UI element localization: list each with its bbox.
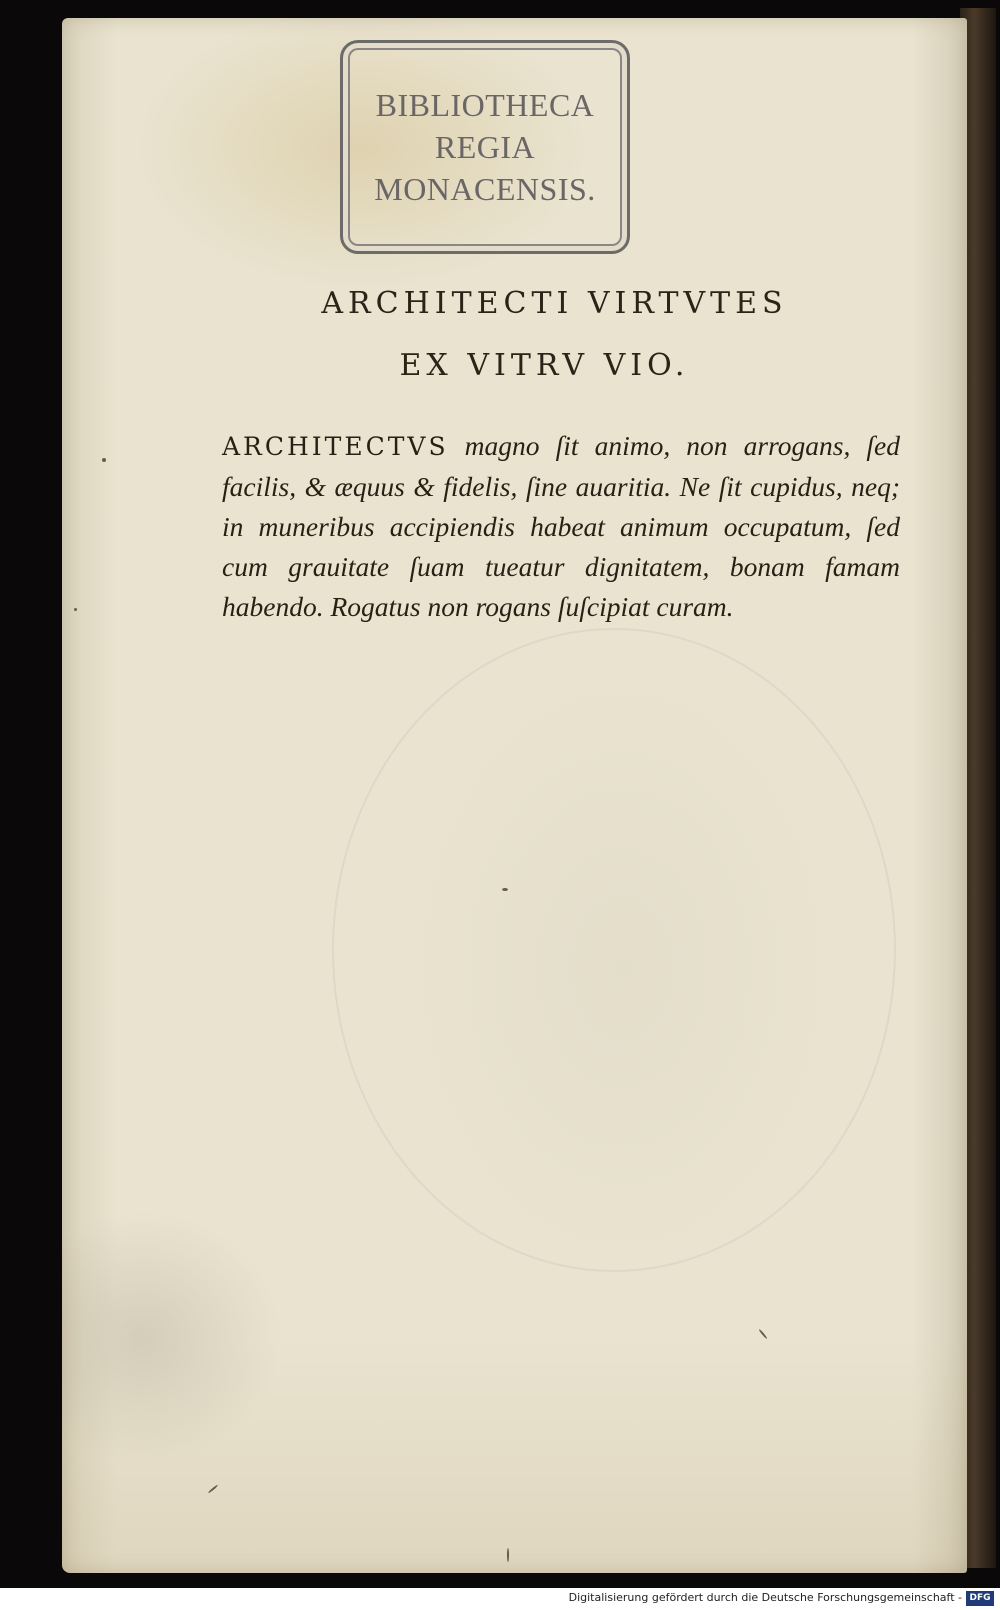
paper-speck: [758, 1329, 767, 1339]
body-text: magno ſit animo, non arrogans, ſed facilis, & æquus & fidelis, ſine auaritia. Ne ſit cupidus, neq; in muneribus accipiendis habeat animum occupatum, ſed cum grauitate ſuam tueatur dignitatem, bonam famam habendo. Rogatus non rogans ſuſcipiat curam.: [222, 430, 900, 622]
library-stamp: [340, 40, 630, 254]
body-paragraph: [222, 426, 900, 627]
book-page: [62, 18, 967, 1573]
stamp-line-3: MONACENSIS.: [374, 171, 596, 207]
paper-speck: [502, 888, 508, 891]
show-through-circle: [332, 628, 896, 1272]
stamp-line-1: BIBLIOTHECA: [375, 87, 595, 123]
stamp-line-2: REGIA: [434, 129, 536, 165]
paper-speck: [208, 1484, 218, 1493]
heading-line-1: ARCHITECTI VIRTVTES: [321, 286, 788, 321]
body-lead-word: ARCHITECTVS: [222, 432, 449, 461]
digitization-footer: [0, 1588, 1000, 1610]
funding-credit: Digitalisierung gefördert durch die Deutsche Forschungsgemeinschaft -: [568, 1591, 962, 1604]
paper-speck: [74, 608, 77, 611]
dfg-logo-icon: DFG: [966, 1591, 994, 1606]
paper-speck: [507, 1548, 509, 1562]
heading-line-2: EX VITRV VIO.: [399, 348, 690, 383]
paper-speck: [102, 458, 106, 462]
